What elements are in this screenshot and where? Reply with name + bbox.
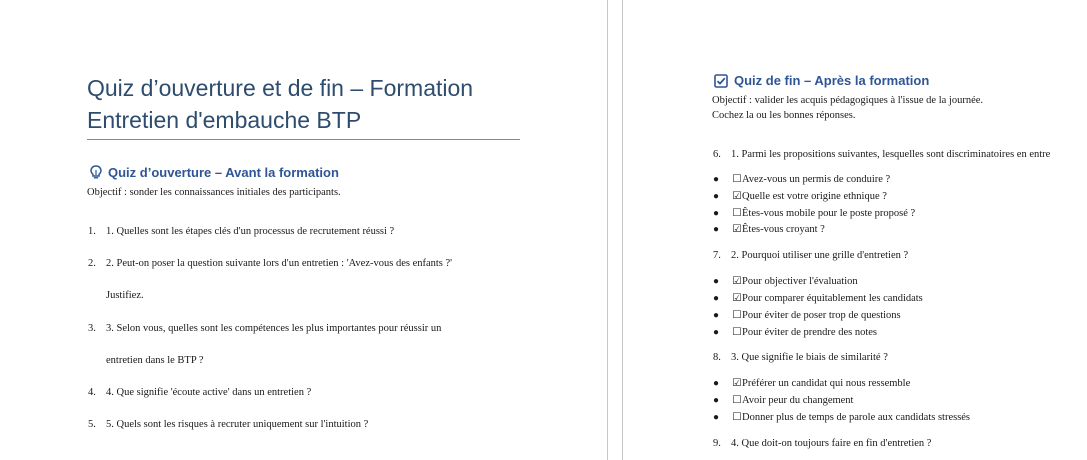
question-number: 6.: [713, 149, 721, 160]
checkbox-icon[interactable]: ☑: [732, 293, 742, 304]
checkbox-icon[interactable]: ☑: [732, 224, 742, 235]
closing-quiz-heading: [714, 73, 929, 92]
bullet-icon: ●: [713, 310, 720, 321]
document-title: [87, 72, 527, 136]
question-text: 3. Selon vous, quelles sont les compétences les plus importantes pour réussir un: [106, 323, 442, 334]
bullet-icon: ●: [713, 191, 720, 202]
checkbox-icon[interactable]: ☐: [732, 174, 742, 185]
document-page-right: [623, 0, 1087, 460]
option-text: Pour éviter de prendre des notes: [742, 327, 877, 338]
question-number: 2.: [88, 258, 96, 269]
question-number: 1.: [88, 226, 96, 237]
opening-quiz-objective: Objectif : sonder les connaissances initiales des participants.: [87, 187, 341, 198]
bullet-icon: ●: [713, 327, 720, 338]
bullet-icon: ●: [713, 224, 720, 235]
page-gap: [607, 0, 623, 460]
checkbox-checked-icon: [714, 74, 728, 92]
title-line-1: Quiz d’ouverture et de fin – Formation: [87, 75, 474, 101]
question-number: 3.: [88, 323, 96, 334]
option-text: Êtes-vous croyant ?: [742, 224, 825, 235]
question-text: 4. Que doit-on toujours faire en fin d'entretien ?: [731, 438, 932, 449]
title-line-2: Entretien d'embauche BTP: [87, 107, 362, 133]
bullet-icon: ●: [713, 208, 720, 219]
bullet-icon: ●: [713, 412, 720, 423]
question-number: 8.: [713, 352, 721, 363]
checkbox-icon[interactable]: ☐: [732, 208, 742, 219]
option-text: Pour objectiver l'évaluation: [742, 276, 858, 287]
question-text: 2. Pourquoi utiliser une grille d'entretien ?: [731, 250, 909, 261]
question-text: 1. Quelles sont les étapes clés d'un processus de recrutement réussi ?: [106, 226, 395, 237]
question-number: 7.: [713, 250, 721, 261]
bullet-icon: ●: [713, 395, 720, 406]
page-edge-left: [607, 0, 608, 460]
bullet-icon: ●: [713, 276, 720, 287]
bullet-icon: ●: [713, 378, 720, 389]
question-continuation: entretien dans le BTP ?: [106, 355, 204, 366]
checkbox-icon[interactable]: ☑: [732, 276, 742, 287]
opening-quiz-heading-text: Quiz d’ouverture – Avant la formation: [108, 165, 339, 180]
question-text: 1. Parmi les propositions suivantes, lesquelles sont discriminatoires en entre: [731, 149, 1051, 160]
checkbox-icon[interactable]: ☐: [732, 395, 742, 406]
option-text: Donner plus de temps de parole aux candidats stressés: [742, 412, 971, 423]
checkbox-icon[interactable]: ☐: [732, 327, 742, 338]
closing-quiz-instruction: Cochez la ou les bonnes réponses.: [712, 110, 856, 121]
question-text: 5. Quels sont les risques à recruter uniquement sur l'intuition ?: [106, 419, 369, 430]
question-number: 4.: [88, 387, 96, 398]
option-text: Avez-vous un permis de conduire ?: [742, 174, 891, 185]
question-text: 4. Que signifie 'écoute active' dans un entretien ?: [106, 387, 312, 398]
opening-quiz-heading: [90, 165, 339, 184]
question-continuation: Justifiez.: [106, 290, 144, 301]
question-text: 3. Que signifie le biais de similarité ?: [731, 352, 888, 363]
bullet-icon: ●: [713, 293, 720, 304]
option-text: Pour comparer équitablement les candidats: [742, 293, 923, 304]
checkbox-icon[interactable]: ☑: [732, 378, 742, 389]
option-text: Êtes-vous mobile pour le poste proposé ?: [742, 208, 916, 219]
question-number: 9.: [713, 438, 721, 449]
title-underline: [87, 139, 520, 140]
option-text: Quelle est votre origine ethnique ?: [742, 191, 887, 202]
closing-quiz-objective: Objectif : valider les acquis pédagogiques à l'issue de la journée.: [712, 95, 984, 106]
option-text: Préférer un candidat qui nous ressemble: [742, 378, 911, 389]
question-number: 5.: [88, 419, 96, 430]
closing-quiz-heading-text: Quiz de fin – Après la formation: [734, 73, 930, 88]
bullet-icon: ●: [713, 174, 720, 185]
checkbox-icon[interactable]: ☑: [732, 191, 742, 202]
lightbulb-icon: [90, 165, 102, 184]
question-text: 2. Peut-on poser la question suivante lors d'un entretien : 'Avez-vous des enfants ?': [106, 258, 453, 269]
checkbox-icon[interactable]: ☐: [732, 412, 742, 423]
option-text: Pour éviter de poser trop de questions: [742, 310, 901, 321]
option-text: Avoir peur du changement: [742, 395, 854, 406]
checkbox-icon[interactable]: ☐: [732, 310, 742, 321]
